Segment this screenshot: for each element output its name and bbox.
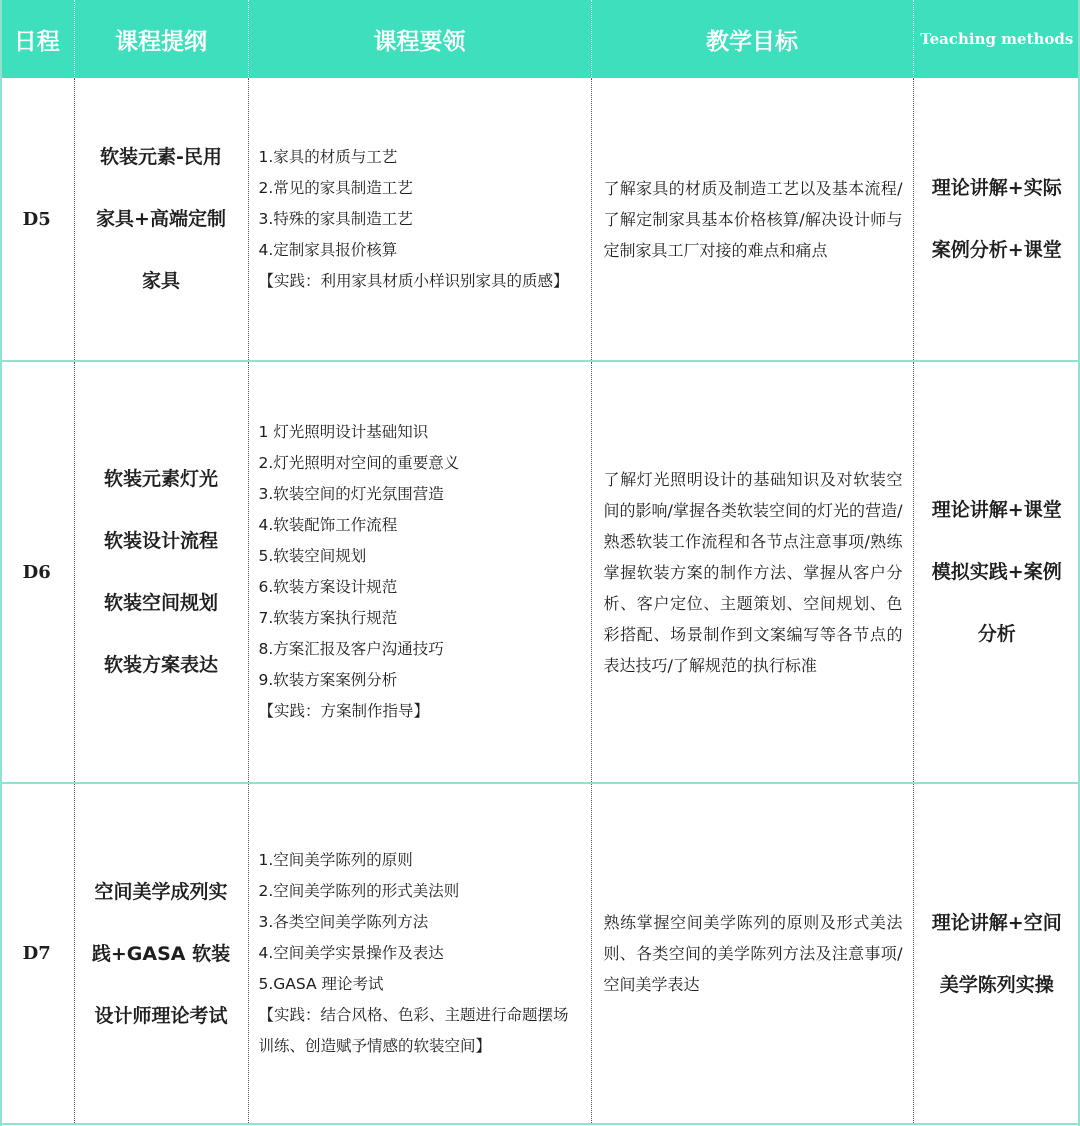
- methods-line: 案例分析+课堂: [931, 239, 1062, 261]
- outline-cell: [74, 361, 248, 783]
- point-item: 4.定制家具报价核算: [258, 240, 398, 259]
- outline-line: 软装元素-民用: [100, 146, 222, 168]
- outline-line: 空间美学成列实: [94, 880, 228, 903]
- header-goals: 教学目标: [591, 0, 913, 78]
- point-item: 2.空间美学陈列的形式美法则: [258, 882, 460, 900]
- point-item: 3.软装空间的灯光氛围营造: [258, 485, 444, 503]
- point-item: 4.软装配饰工作流程: [258, 516, 398, 534]
- table-row-d7: [0, 783, 1080, 1124]
- point-item: 8.方案汇报及客户沟通技巧: [258, 640, 444, 658]
- practice-note: 【实践：利用家具材质小样识别家具的质感】: [258, 271, 569, 290]
- table-header: [0, 0, 1080, 78]
- point-item: 6.软装方案设计规范: [258, 578, 398, 596]
- outline-line: 家具+高端定制: [96, 208, 226, 230]
- table-body: [0, 78, 1080, 1124]
- header-methods: Teaching methods: [913, 0, 1080, 78]
- outline-cell: [74, 783, 248, 1124]
- point-item: 1.家具的材质与工艺: [258, 147, 398, 166]
- point-item: 3.特殊的家具制造工艺: [258, 209, 413, 228]
- point-item: 1 灯光照明设计基础知识: [258, 423, 429, 441]
- goals-cell: 熟练掌握空间美学陈列的原则及形式美法则、各类空间的美学陈列方法及注意事项/空间美学表达: [591, 783, 913, 1124]
- methods-line: 理论讲解+课堂: [931, 499, 1062, 521]
- points-cell: [248, 361, 591, 783]
- point-item: 3.各类空间美学陈列方法: [258, 913, 429, 931]
- point-item: 4.空间美学实景操作及表达: [258, 944, 444, 962]
- methods-line: 理论讲解+空间: [931, 911, 1062, 934]
- methods-cell: [913, 361, 1080, 783]
- point-item: 2.灯光照明对空间的重要意义: [258, 454, 460, 472]
- outline-line: 软装元素灯光: [103, 468, 218, 490]
- points-cell: [248, 78, 591, 361]
- methods-cell: [913, 78, 1080, 361]
- day-cell: D7: [0, 783, 74, 1124]
- day-cell: D6: [0, 361, 74, 783]
- practice-note: 【实践：结合风格、色彩、主题进行命题摆场训练、创造赋予情感的软装空间】: [258, 1006, 569, 1055]
- outline-line: 软装方案表达: [103, 654, 218, 676]
- outline-line: 软装设计流程: [103, 530, 218, 552]
- outline-line: 软装空间规划: [103, 592, 218, 614]
- point-item: 9.软装方案案例分析: [258, 671, 398, 689]
- goals-cell: 了解灯光照明设计的基础知识及对软装空间的影响/掌握各类软装空间的灯光的营造/熟悉软装工作流程和各节点注意事项/熟练掌握软装方案的制作方法、掌握从客户分析、客户定位、主题策划、空间规划、色彩搭配、场景制作到文案编写等各节点的表达技巧/了解规范的执行标准: [591, 361, 913, 783]
- table-row-d5: [0, 78, 1080, 361]
- methods-line: 分析: [977, 623, 1016, 645]
- point-item: 5.GASA 理论考试: [258, 975, 384, 993]
- practice-note: 【实践：方案制作指导】: [258, 702, 430, 720]
- point-item: 7.软装方案执行规范: [258, 609, 398, 627]
- header-outline: 课程提纲: [74, 0, 248, 78]
- outline-line: 践+GASA 软装: [91, 942, 231, 965]
- methods-line: 理论讲解+实际: [931, 177, 1062, 199]
- table-left-border: [0, 0, 2, 1126]
- outline-line: 设计师理论考试: [94, 1004, 228, 1027]
- outline-cell: [74, 78, 248, 361]
- header-day: 日程: [0, 0, 74, 78]
- methods-cell: [913, 783, 1080, 1124]
- points-cell: [248, 783, 591, 1124]
- goals-cell: 了解家具的材质及制造工艺以及基本流程/了解定制家具基本价格核算/解决设计师与定制家具工厂对接的难点和痛点: [591, 78, 913, 361]
- table-row-d6: [0, 361, 1080, 783]
- day-cell: D5: [0, 78, 74, 361]
- header-row: [0, 0, 1080, 78]
- point-item: 5.软装空间规划: [258, 547, 367, 565]
- point-item: 2.常见的家具制造工艺: [258, 178, 413, 197]
- outline-line: 家具: [141, 270, 180, 292]
- header-points: 课程要领: [248, 0, 591, 78]
- methods-line: 模拟实践+案例: [931, 561, 1062, 583]
- methods-line: 美学陈列实操: [939, 973, 1054, 996]
- point-item: 1.空间美学陈列的原则: [258, 851, 413, 869]
